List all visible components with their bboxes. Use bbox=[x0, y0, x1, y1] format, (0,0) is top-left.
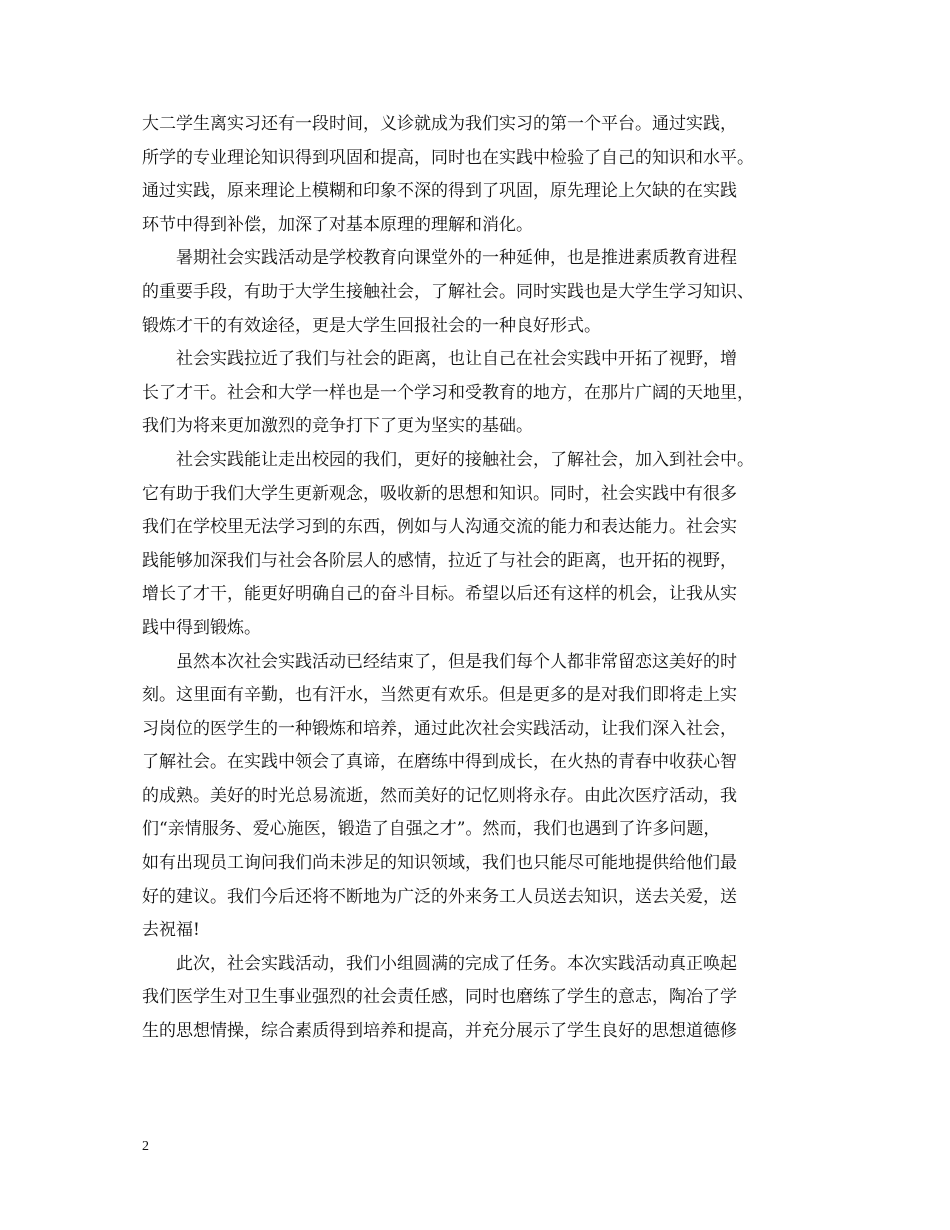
text-line: 的成熟。美好的时光总易流逝，然而美好的记忆则将永存。由此次医疗活动，我 bbox=[142, 785, 737, 806]
paragraph bbox=[142, 108, 822, 242]
text-line: 践中得到锻炼。 bbox=[142, 617, 261, 638]
text-line: 长了才干。社会和大学一样也是一个学习和受教育的地方，在那片广阔的天地里， bbox=[142, 382, 754, 403]
text-line: 此次，社会实践活动，我们小组圆满的完成了任务。本次实践活动真正唤起 bbox=[142, 953, 737, 974]
text-line: 刻。这里面有辛勤，也有汗水，当然更有欢乐。但是更多的是对我们即将走上实 bbox=[142, 685, 737, 706]
text-line: 虽然本次社会实践活动已经结束了，但是我们每个人都非常留恋这美好的时 bbox=[142, 651, 737, 672]
text-line: 大二学生离实习还有一段时间，义诊就成为我们实习的第一个平台。通过实践， bbox=[142, 114, 737, 134]
text-line: 暑期社会实践活动是学校教育向课堂外的一种延伸，也是推进素质教育进程 bbox=[142, 248, 737, 269]
text-line: 的重要手段，有助于大学生接触社会，了解社会。同时实践也是大学生学习知识、 bbox=[142, 281, 754, 302]
paragraph bbox=[142, 444, 822, 646]
text-line: 通过实践，原来理论上模糊和印象不深的得到了巩固，原先理论上欠缺的在实践 bbox=[142, 181, 737, 202]
text-line: 去祝福! bbox=[142, 920, 200, 941]
text-line: 好的建议。我们今后还将不断地为广泛的外来务工人员送去知识，送去关爱，送 bbox=[142, 886, 737, 907]
text-line: 环节中得到补偿，加深了对基本原理的理解和消化。 bbox=[142, 214, 533, 235]
text-line: 我们在学校里无法学习到的东西，例如与人沟通交流的能力和表达能力。社会实 bbox=[142, 517, 737, 538]
text-line: 如有出现员工询问我们尚未涉足的知识领域，我们也只能尽可能地提供给他们最 bbox=[142, 853, 737, 874]
paragraph bbox=[142, 646, 822, 948]
paragraph bbox=[142, 242, 822, 343]
text-line: 它有助于我们大学生更新观念，吸收新的思想和知识。同时，社会实践中有很多 bbox=[142, 483, 737, 504]
text-line: 锻炼才干的有效途径，更是大学生回报社会的一种良好形式。 bbox=[142, 315, 601, 336]
page-number: 2 bbox=[142, 1139, 149, 1154]
text-line: 我们为将来更加激烈的竞争打下了更为坚实的基础。 bbox=[142, 416, 533, 437]
text-line: 们“亲情服务、爱心施医，锻造了自强之才”。然而，我们也遇到了许多问题， bbox=[142, 819, 721, 840]
text-line: 了解社会。在实践中领会了真谛，在磨练中得到成长，在火热的青春中收获心智 bbox=[142, 752, 737, 773]
document-body bbox=[142, 108, 822, 1049]
text-line: 习岗位的医学生的一种锻炼和培养，通过此次社会实践活动，让我们深入社会， bbox=[142, 718, 737, 739]
paragraph bbox=[142, 948, 822, 1049]
text-line: 增长了才干，能更好明确自己的奋斗目标。希望以后还有这样的机会，让我从实 bbox=[142, 584, 737, 605]
text-line: 社会实践拉近了我们与社会的距离，也让自己在社会实践中开拓了视野，增 bbox=[142, 349, 737, 370]
paragraph bbox=[142, 343, 822, 444]
text-line: 社会实践能让走出校园的我们，更好的接触社会，了解社会，加入到社会中。 bbox=[142, 449, 754, 470]
text-line: 生的思想情操，综合素质得到培养和提高，并充分展示了学生良好的思想道德修 bbox=[142, 1021, 737, 1042]
text-line: 我们医学生对卫生事业强烈的社会责任感，同时也磨练了学生的意志，陶冶了学 bbox=[142, 987, 737, 1008]
text-line: 所学的专业理论知识得到巩固和提高，同时也在实践中检验了自己的知识和水平。 bbox=[142, 147, 754, 168]
text-line: 践能够加深我们与社会各阶层人的感情，拉近了与社会的距离，也开拓的视野， bbox=[142, 550, 737, 571]
